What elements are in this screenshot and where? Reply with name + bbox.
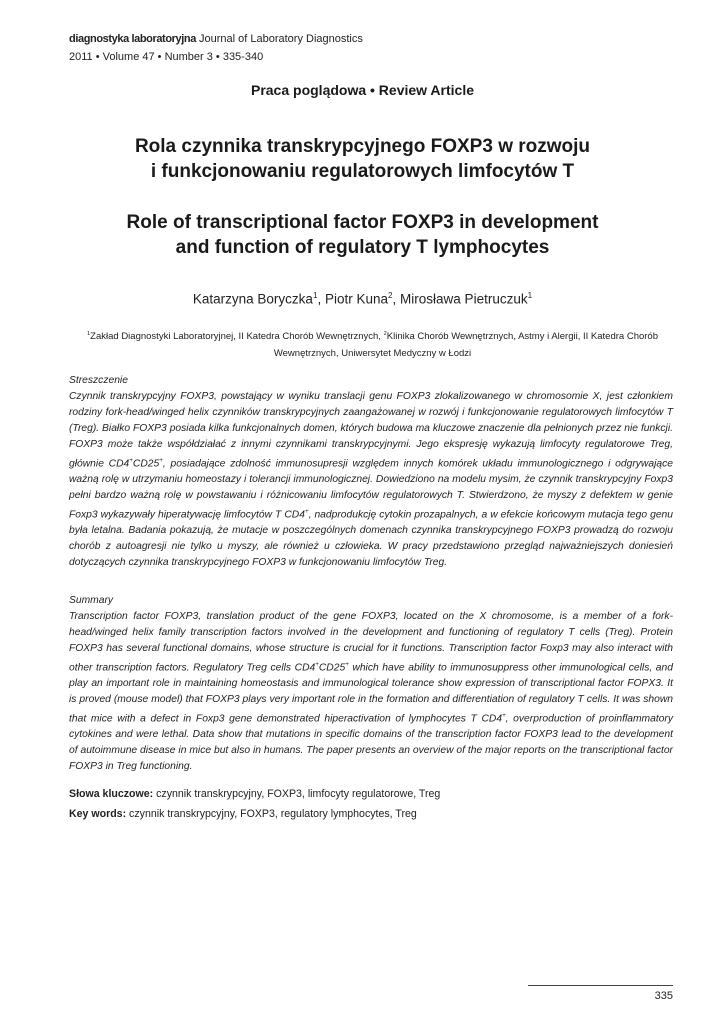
abstract-pl-text: , nadprodukcję cytokin prozapalnych, a w efekcie końcowym mutacja tego genu była letalna. Badania pokazują, że mutacje w poszczególnych domenach czynnika transkrypcyjnego FOXP3 prowadzą do rozwoju chorób z autoagresji nie tylko u myszy, ale również u człowieka. W pracy przedstawiono przegląd najważniejszych doniesień dotyczących czynnika transkrypcyjnego FOXP3 w funkcjonowaniu limfocytów Treg.	[69, 509, 673, 568]
superscript: +	[502, 711, 506, 719]
title-pl-line1: Rola czynnika transkrypcyjnego FOXP3 w rozwoju	[134, 136, 591, 157]
authors: Katarzyna Boryczka$^1$, Piotr Kuna$^2$, Mirosława Pietruczuk$^1$	[192, 291, 533, 307]
affiliation-mark: 2	[383, 331, 387, 337]
keywords-english	[69, 808, 417, 820]
journal-title-line	[69, 31, 363, 47]
article-type: Praca poglądowa • Review Article	[250, 82, 474, 98]
abstract-en-text: which have ability to immunosuppress other immunological cells, and play an important role in maintaining homeostasis and immunological tolerance show expression of transcriptional factor FOPX3. It is proved (mouse model) that FOXP3 plays very important role in the formation and differentiation of regulatory T cells. It was shown that mice with a defect in Foxp3 gene demonstrated hiperactivation of lymphocytes T CD4	[69, 662, 673, 725]
keywords-polish	[69, 788, 440, 800]
abstract-en-heading: Summary	[69, 595, 114, 606]
title-en-line2: and function of regulatory T lymphocytes	[175, 237, 550, 258]
title-polish	[60, 134, 665, 184]
abstract-pl-text: , posiadające zdolność immunosupresji względem innych komórek układu immunologicznego i odgrywające ważną rolę w utrzymaniu homeostazy i tolerancji immunologicznej. Dowiedziono na modelu mysim, że czynnik transkrypcyjny Foxp3 pełni bardzo ważną rolę w powstawaniu i różnicowaniu limfocytów regulatorowych T. Stwierdzono, że myszy z defektem w genie Foxp3 wykazywały hiperatywację limfocytów T CD4	[69, 457, 673, 521]
abstract-english	[69, 593, 673, 775]
affiliation-mark: 1	[87, 331, 91, 337]
superscript: +	[315, 660, 319, 668]
journal-name-pl: diagnostyka laboratoryjna	[69, 33, 196, 45]
title-english	[60, 210, 665, 260]
abstract-en-text: , overproduction of proinflammatory cytokines and were lethal. Data show that mutations in specific domains of the transcription factor FOXP3 lead to the development of autoimmune disease in mice but also in humans. The paper presents an overview of the major reports on the transcriptional factor FOXP3 in Treg functioning.	[69, 713, 674, 772]
citation: 2011 • Volume 47 • Number 3 • 335-340	[69, 51, 264, 63]
title-en-line1: Role of transcriptional factor FOXP3 in development	[126, 212, 599, 233]
keywords-pl-label: Słowa kluczowe:	[69, 788, 154, 800]
keywords-en-text: czynnik transkrypcyjny, FOXP3, regulatory lymphocytes, Treg	[126, 808, 417, 820]
journal-header	[69, 31, 363, 65]
title-pl-line2: i funkcjonowaniu regulatorowych limfocytów T	[150, 161, 575, 182]
affiliation-1: Zakład Diagnostyki Laboratoryjnej, II Katedra Chorób Wewnętrznych,	[90, 331, 384, 343]
keywords-en-label: Key words:	[69, 808, 127, 820]
author-name: Piotr Kuna	[324, 291, 389, 307]
abstract-pl-text: CD25	[132, 457, 160, 469]
author-name: Mirosława Pietruczuk	[400, 291, 528, 307]
journal-name-en: Journal of Laboratory Diagnostics	[199, 33, 363, 45]
superscript: +	[304, 507, 309, 515]
superscript: +	[345, 660, 349, 668]
abstract-pl-text: Czynnik transkrypcyjny FOXP3, powstający w wyniku translacji genu FOXP3 zlokalizowanego w chromosomie X, jest członkiem rodziny fork-head/winged helix czynników transkrypcyjnych zaangażowanej w rozwój i funkcjonowanie regulatorowych limfocytów T (Treg). Białko FOXP3 posiada kilka funkcjonalnych domen, których budowa ma kluczowe znaczenie dla pełnionych przez nie funkcji. FOXP3 może także współdziałać z innymi czynnikami transkrypcyjnymi. Jego ekspresję wykazują limfocyty regulatorowe Treg, głównie CD4	[69, 390, 673, 469]
footer-divider	[528, 985, 673, 986]
superscript: +	[159, 456, 163, 464]
affiliation-2: Klinika Chorób Wewnętrznych, Astmy i Alergii, II Katedra Chorób Wewnętrznych, Uniwersytet Medyczny w Łodzi	[273, 331, 658, 360]
abstract-en-text: Transcription factor FOXP3, translation product of the gene FOXP3, located on the X chromosome, is a member of a fork-head/winged helix family transcription factors involved in the development and functioning of regulatory T cells (Treg). Protein FOXP3 has several functional domains, whose structure is crucial for it functions. Transcription factor Foxp3 may also interact with other transcription factors. Regulatory Treg cells CD4	[69, 610, 673, 674]
affiliations	[75, 326, 670, 362]
keywords-pl-text: czynnik transkrypcyjny, FOXP3, limfocyty regulatorowe, Treg	[153, 788, 441, 800]
abstract-polish	[69, 373, 673, 571]
author-affiliation-mark: 1	[527, 291, 533, 300]
page-number: 335	[654, 990, 673, 1002]
author-name: Katarzyna Boryczka	[192, 291, 313, 307]
abstract-en-text: CD25	[318, 662, 346, 674]
author-affiliation-mark: 1	[312, 291, 318, 300]
author-affiliation-mark: 2	[388, 291, 393, 300]
abstract-pl-heading: Streszczenie	[69, 375, 128, 386]
superscript: +	[129, 456, 133, 464]
